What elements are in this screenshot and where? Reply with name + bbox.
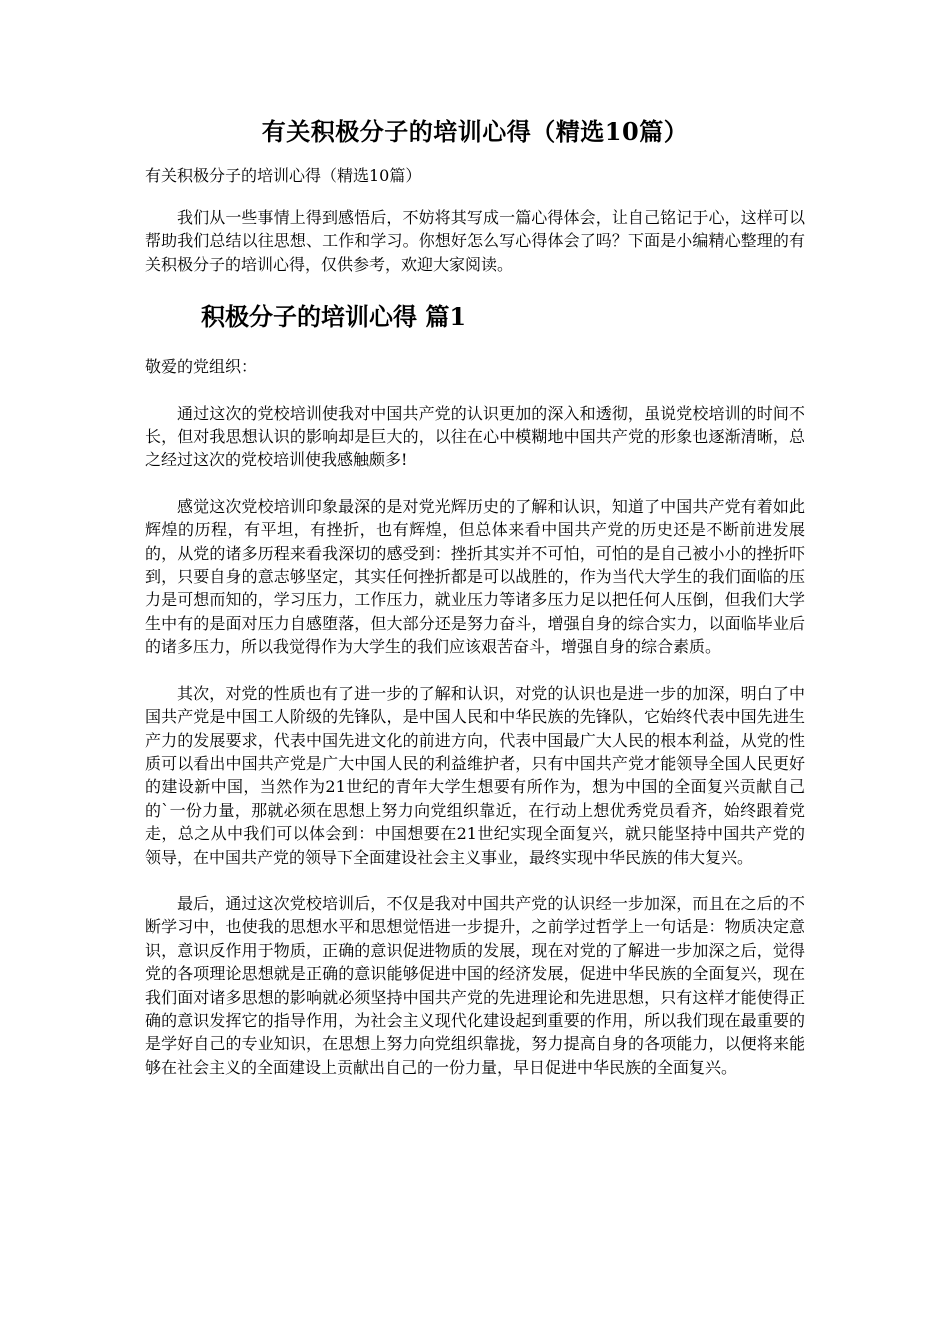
intro-paragraph: 我们从一些事情上得到感悟后，不妨将其写成一篇心得体会，让自己铭记于心，这样可以帮助我们总结以往思想、工作和学习。你想好怎么写心得体会了吗？下面是小编精心整理的有关积极分子的培训心得，仅供参考，欢迎大家阅读。 <box>145 208 805 274</box>
document-page <box>145 112 805 1102</box>
body-paragraph-1: 通过这次的党校培训使我对中国共产党的认识更加的深入和透彻，虽说党校培训的时间不长，但对我思想认识的影响却是巨大的，以往在心中模糊地中国共产党的形象也逐渐清晰，总之经过这次的党校培训使我感触颇多! <box>145 403 805 470</box>
section-heading-1: 积极分子的培训心得 篇1 <box>201 302 467 332</box>
salutation: 敬爱的党组织： <box>145 357 258 377</box>
document-title: 有关积极分子的培训心得（精选10篇） <box>261 117 689 146</box>
body-paragraph-3: 其次，对党的性质也有了进一步的了解和认识，对党的认识也是进一步的加深，明白了中国共产党是中国工人阶级的先锋队，是中国人民和中华民族的先锋队，它始终代表中国先进生产力的发展要求，代表中国先进文化的前进方向，代表中国最广大人民的根本利益，从党的性质可以看出中国共产党是广大中国人民的利益维护者，只有中国共产党才能领导全国人民更好的建设新中国，当然作为21世纪的青年大学生想要有所作为，想为中国的全面复兴贡献自己的`一份力量，那就必须在思想上努力向党组织靠近，在行动上想优秀党员看齐，始终跟着党走，总之从中我们可以体会到：中国想要在21世纪实现全面复兴，就只能坚持中国共产党的领导，在中国共产党的领导下全面建设社会主义事业，最终实现中华民族的伟大复兴。 <box>145 683 805 867</box>
body-paragraph-4: 最后，通过这次党校培训后，不仅是我对中国共产党的认识经一步加深，而且在之后的不断学习中，也使我的思想水平和思想觉悟进一步提升，之前学过哲学上一句话是：物质决定意识，意识反作用于物质，正确的意识促进物质的发展，现在对党的了解进一步加深之后，觉得党的各项理论思想就是正确的意识能够促进中国的经济发展，促进中华民族的全面复兴，现在我们面对诸多思想的影响就必须坚持中国共产党的先进理论和先进思想，只有这样才能使得正确的意识发挥它的指导作用，为社会主义现代化建设起到重要的作用，所以我们现在最重要的是学好自己的专业知识，在思想上努力向党组织靠拢，努力提高自身的各项能力，以便将来能够在社会主义的全面建设上贡献出自己的一份力量，早日促进中华民族的全面复兴。 <box>145 893 805 1077</box>
document-subtitle: 有关积极分子的培训心得（精选10篇） <box>145 166 422 185</box>
body-paragraph-2: 感觉这次党校培训印象最深的是对党光辉历史的了解和认识，知道了中国共产党有着如此辉煌的历程，有平坦，有挫折，也有辉煌，但总体来看中国共产党的历史还是不断前进发展的，从党的诸多历程来看我深切的感受到：挫折其实并不可怕，可怕的是自己被小小的挫折吓到，只要自身的意志够坚定，其实任何挫折都是可以战胜的，作为当代大学生的我们面临的压力是可想而知的，学习压力，工作压力，就业压力等诸多压力足以把任何人压倒，但我们大学生中有的是面对压力自感堕落，但大部分还是努力奋斗，增强自身的综合实力，以面临毕业后的诸多压力，所以我觉得作为大学生的我们应该艰苦奋斗，增强自身的综合素质。 <box>145 496 805 657</box>
